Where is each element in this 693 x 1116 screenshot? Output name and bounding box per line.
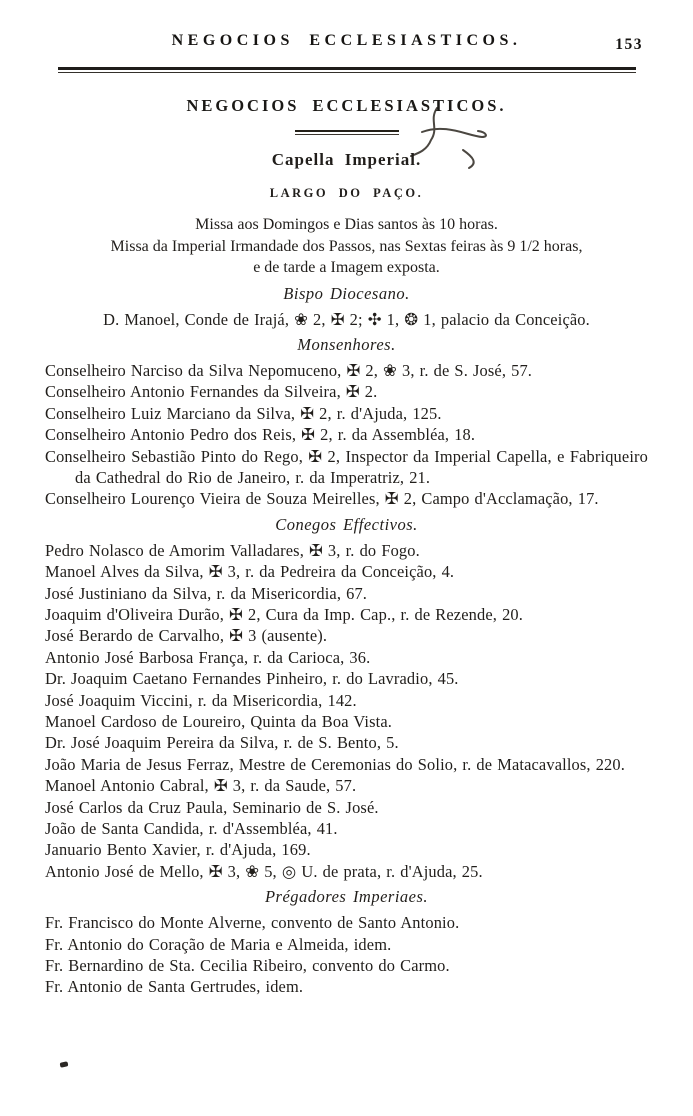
entry-line: José Carlos da Cruz Paula, Seminario de S. José. [45, 797, 379, 817]
chapter-title: Capella Imperial. [271, 150, 422, 169]
entry-line: Pedro Nolasco de Amorim Valladares, ✠ 3, r. do Fogo. [45, 540, 420, 560]
notice-line: Missa aos Domingos e Dias santos às 10 horas. [195, 216, 498, 233]
ink-speck [60, 1061, 69, 1068]
section-heading: Monsenhores. [297, 334, 396, 354]
entry-line: Conselheiro Luiz Marciano da Silva, ✠ 2, r. d'Ajuda, 125. [45, 403, 442, 423]
entry-line: Conselheiro Antonio Fernandes da Silveira, ✠ 2. [45, 382, 378, 402]
section-monsenhores [45, 335, 648, 510]
notice-line: e de tarde a Imagem exposta. [253, 259, 440, 276]
mass-notices [45, 214, 648, 279]
entry-line: João Maria de Jesus Ferraz, Mestre de Ceremonias do Solio, r. de Matacavallos, 220. [45, 754, 625, 774]
entry-line: João de Santa Candida, r. d'Assembléa, 41. [45, 819, 338, 839]
entry-line: Fr. Bernardino de Sta. Cecilia Ribeiro, convento do Carmo. [45, 956, 450, 976]
section-conegos-effectivos [45, 515, 648, 883]
title-rule [295, 130, 399, 135]
section-bispo-diocesano [45, 284, 648, 330]
section-heading: Conegos Effectivos. [275, 514, 418, 534]
section-heading: Bispo Diocesano. [283, 283, 410, 303]
entry-line: Manoel Cardoso de Loureiro, Quinta da Boa Vista. [45, 712, 392, 731]
running-head: NEGOCIOS ECCLESIASTICOS. [171, 32, 522, 49]
head-rule [58, 67, 636, 73]
section-pregadores-imperiaes [45, 887, 648, 998]
entry-line: Joaquim d'Oliveira Durão, ✠ 2, Cura da Imp. Cap., r. de Rezende, 20. [45, 604, 524, 624]
entry-line: Manoel Antonio Cabral, ✠ 3, r. da Saude, 57. [45, 776, 357, 796]
location-heading: LARGO DO PAÇO. [269, 186, 424, 200]
page-number: 153 [615, 36, 643, 53]
entry-line: José Berardo de Carvalho, ✠ 3 (ausente). [45, 626, 328, 646]
entry-line: José Joaquim Viccini, r. da Misericordia, 142. [45, 690, 357, 710]
entry-line: Fr. Antonio de Santa Gertrudes, idem. [45, 977, 304, 997]
entry-line: Fr. Antonio do Coração de Maria e Almeida, idem. [45, 934, 392, 954]
section-title: NEGOCIOS ECCLESIASTICOS. [186, 96, 507, 115]
entry-line: Dr. Joaquim Caetano Fernandes Pinheiro, r. do Lavradio, 45. [45, 669, 459, 689]
entry-line: Conselheiro Lourenço Vieira de Souza Meirelles, ✠ 2, Campo d'Acclamação, 17. [45, 489, 599, 509]
entry-line: Antonio José Barbosa França, r. da Carioca, 36. [45, 647, 371, 667]
entry-line: Conselheiro Narciso da Silva Nepomuceno, ✠ 2, ❀ 3, r. de S. José, 57. [45, 360, 533, 380]
notice-line: Missa da Imperial Irmandade dos Passos, nas Sextas feiras às 9 1/2 horas, [110, 237, 583, 255]
entry-line: José Justiniano da Silva, r. da Misericordia, 67. [45, 583, 368, 603]
entry-line: Januario Bento Xavier, r. d'Ajuda, 169. [45, 840, 311, 860]
entry-line: D. Manoel, Conde de Irajá, ❀ 2, ✠ 2; ✣ 1, ❂ 1, palacio da Conceição. [103, 309, 590, 329]
entry-line: Dr. José Joaquim Pereira da Silva, r. de S. Bento, 5. [45, 733, 399, 753]
entry-line: Conselheiro Antonio Pedro dos Reis, ✠ 2, r. da Assembléa, 18. [45, 425, 476, 445]
entry-line: Antonio José de Mello, ✠ 3, ❀ 5, ◎ U. de prata, r. d'Ajuda, 25. [45, 861, 483, 881]
entry-line: Fr. Francisco do Monte Alverne, convento de Santo Antonio. [45, 913, 460, 933]
section-heading: Prégadores Imperiaes. [264, 887, 429, 907]
entry-line: Conselheiro Sebastião Pinto do Rego, ✠ 2, Inspector da Imperial Capella, e Fabriqueiro da Cathedral do Rio de Janeiro, r. da Imperatriz, 21. [45, 446, 648, 487]
entry-line: Manoel Alves da Silva, ✠ 3, r. da Pedreira da Conceição, 4. [45, 562, 455, 582]
